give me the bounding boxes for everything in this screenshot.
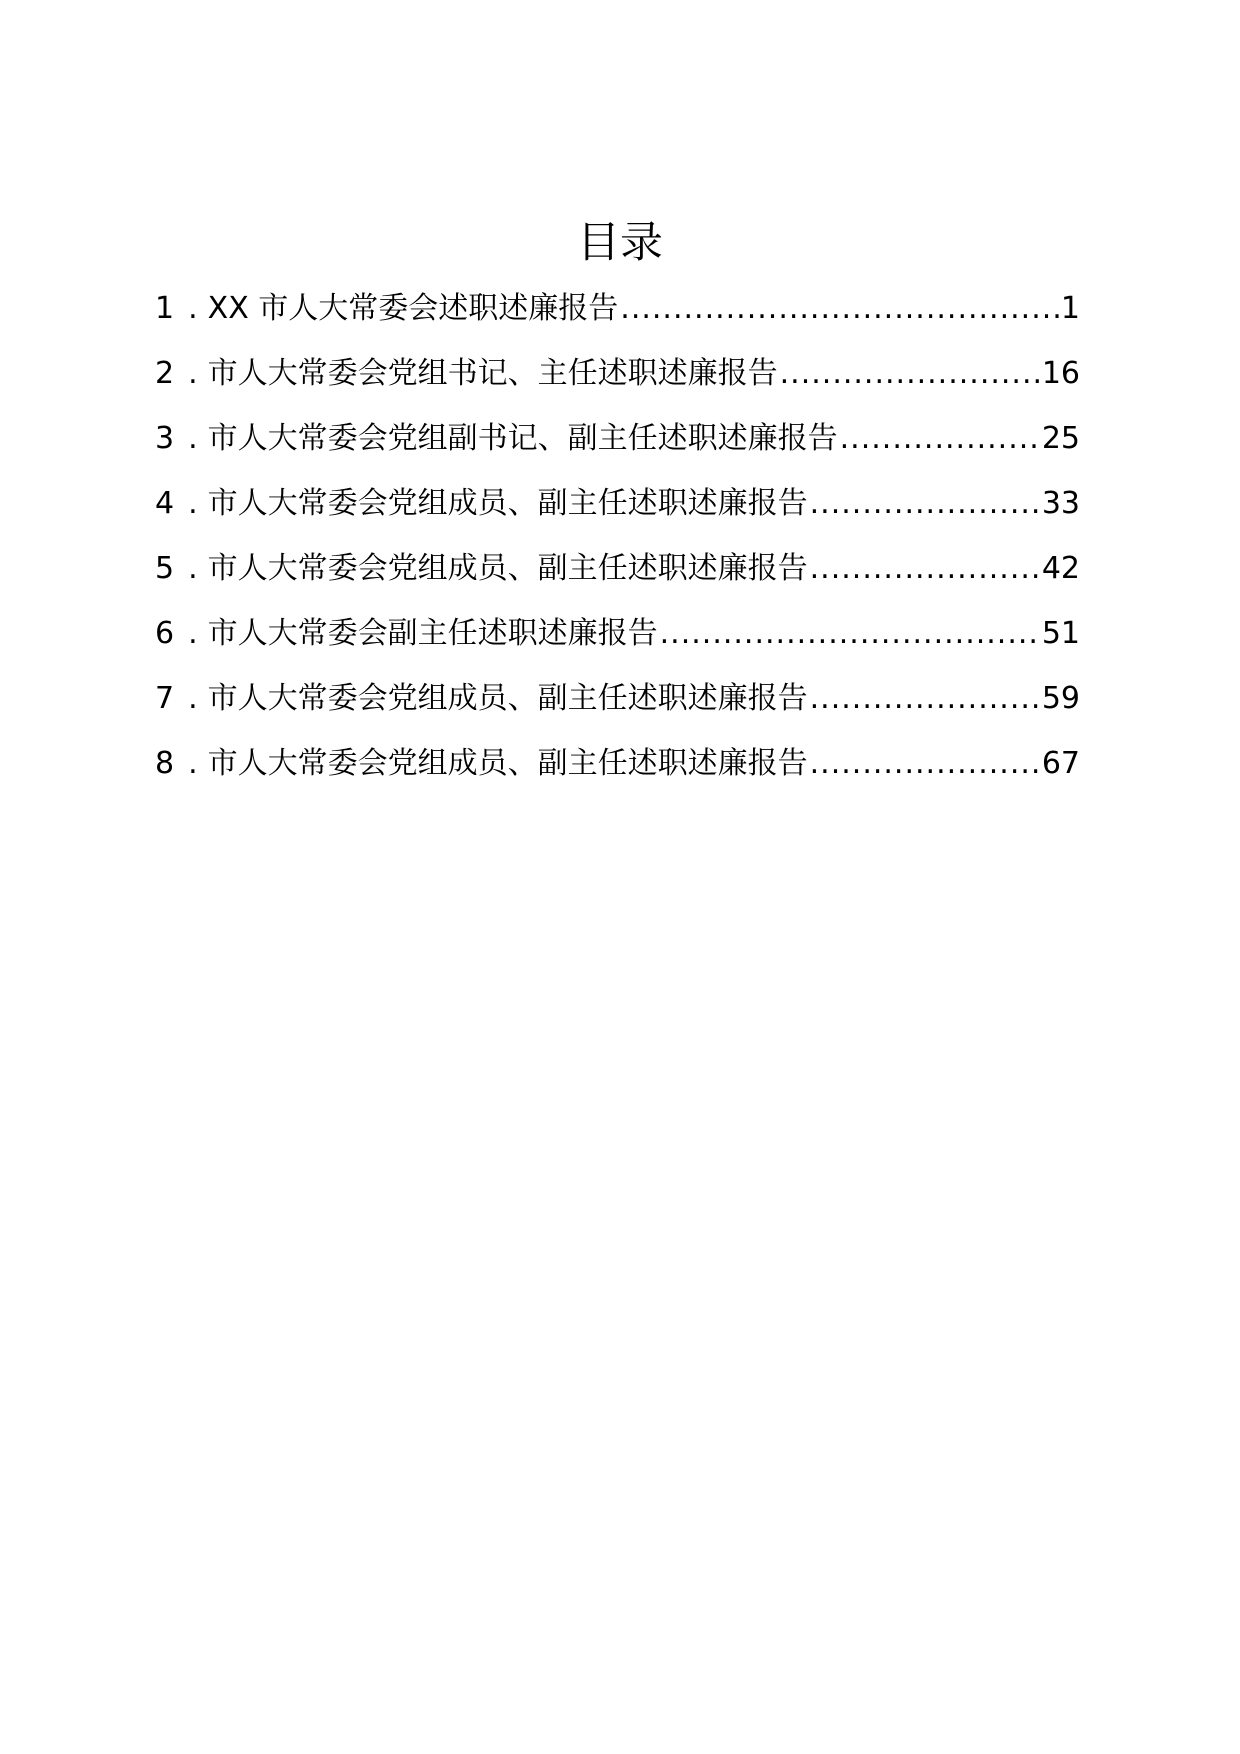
toc-entry-number: 2 (155, 356, 175, 391)
toc-entry-number: 8 (155, 746, 175, 781)
toc-entry-title: 市人大常委会党组成员、副主任述职述廉报告 (207, 486, 808, 521)
toc-entry-page: 16 (1041, 356, 1080, 391)
toc-entry[interactable] (155, 479, 1080, 544)
toc-entry-number: 7 (155, 681, 175, 716)
toc-title: 目录 (577, 218, 663, 268)
toc-entry-number: 6 (155, 616, 175, 651)
toc-entry-number: 1 (155, 291, 175, 326)
toc-dot-leader (810, 544, 1040, 594)
toc-entry[interactable] (155, 414, 1080, 479)
toc-entry-page: 67 (1041, 746, 1080, 781)
toc-entry-separator: . (188, 681, 198, 716)
toc-entry-title: 市人大常委会党组成员、副主任述职述廉报告 (207, 551, 808, 586)
toc-entry[interactable] (155, 284, 1080, 349)
toc-entry-number: 4 (155, 486, 175, 521)
toc-entry-page: 1 (1060, 291, 1080, 326)
toc-entry-title: 市人大常委会党组成员、副主任述职述廉报告 (207, 746, 808, 781)
toc-entry-title: XX 市人大常委会述职述廉报告 (207, 291, 619, 326)
toc-entry-title: 市人大常委会党组副书记、副主任述职述廉报告 (207, 421, 838, 456)
toc-entry[interactable] (155, 739, 1080, 804)
toc-dot-leader (660, 609, 1040, 659)
toc-entry-title: 市人大常委会副主任述职述廉报告 (207, 616, 658, 651)
toc-entry-page: 42 (1041, 551, 1080, 586)
toc-dot-leader (810, 674, 1040, 724)
table-of-contents (155, 284, 1080, 804)
toc-entry-title: 市人大常委会党组书记、主任述职述廉报告 (207, 356, 778, 391)
toc-entry-separator: . (188, 356, 198, 391)
toc-entry-number: 5 (155, 551, 175, 586)
toc-entry-separator: . (188, 291, 198, 326)
toc-entry-separator: . (188, 486, 198, 521)
toc-dot-leader (810, 739, 1040, 789)
toc-entry-title: 市人大常委会党组成员、副主任述职述廉报告 (207, 681, 808, 716)
toc-dot-leader (810, 479, 1040, 529)
toc-entry[interactable] (155, 544, 1080, 609)
toc-entry-number: 3 (155, 421, 175, 456)
toc-dot-leader (780, 349, 1040, 399)
toc-entry-page: 59 (1041, 681, 1080, 716)
toc-entry-page: 33 (1041, 486, 1080, 521)
toc-dot-leader (620, 284, 1059, 334)
toc-entry-separator: . (188, 421, 198, 456)
toc-entry-page: 51 (1041, 616, 1080, 651)
toc-dot-leader (840, 414, 1040, 464)
toc-entry-separator: . (188, 746, 198, 781)
toc-entry[interactable] (155, 674, 1080, 739)
toc-entry-page: 25 (1041, 421, 1080, 456)
toc-entry[interactable] (155, 349, 1080, 414)
toc-entry-separator: . (188, 616, 198, 651)
toc-entry-separator: . (188, 551, 198, 586)
toc-entry[interactable] (155, 609, 1080, 674)
